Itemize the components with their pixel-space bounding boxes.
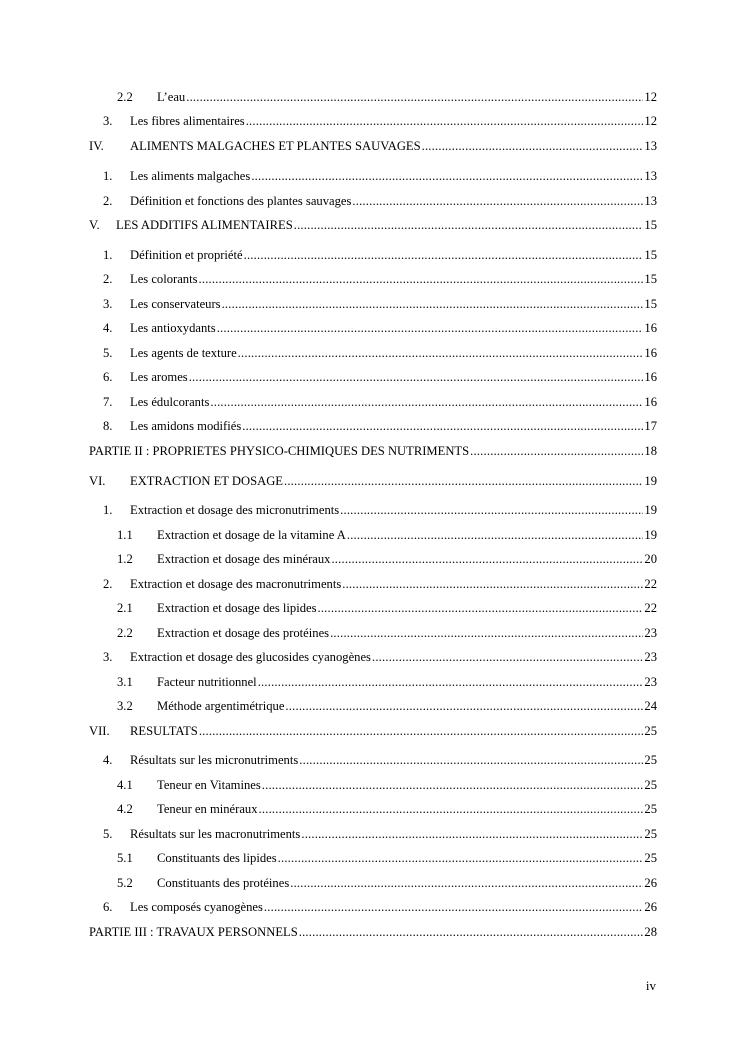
toc-dot-leader — [278, 850, 643, 866]
toc-entry[interactable] — [0, 138, 745, 154]
toc-entry-page: 22 — [644, 601, 657, 615]
toc-entry-title-wrap — [157, 600, 643, 616]
toc-entry-title-wrap — [157, 527, 643, 543]
toc-entry-page: 12 — [644, 90, 657, 104]
toc-entry-title-wrap — [130, 473, 643, 489]
toc-entry[interactable] — [0, 443, 745, 459]
toc-entry-number: 2.2 — [117, 90, 133, 104]
toc-entry-number: 3. — [103, 114, 113, 128]
toc-entry-title: Constituants des protéines — [157, 876, 290, 890]
toc-entry[interactable] — [0, 924, 745, 940]
toc-entry-title-wrap — [89, 443, 643, 459]
toc-entry-title-wrap — [157, 551, 643, 567]
toc-entry-page: 13 — [644, 169, 657, 183]
toc-entry-number: 5.2 — [117, 876, 133, 890]
toc-entry-title: Les aliments malgaches — [130, 169, 251, 183]
toc-entry[interactable] — [0, 502, 745, 518]
toc-entry-page: 25 — [644, 724, 657, 738]
toc-entry[interactable] — [0, 777, 745, 793]
toc-entry-page: 19 — [644, 474, 657, 488]
toc-entry-title: Définition et propriété — [130, 248, 243, 262]
toc-entry-title: Extraction et dosage des minéraux — [157, 552, 331, 566]
toc-entry[interactable] — [0, 826, 745, 842]
toc-entry-number: V. — [89, 218, 100, 232]
toc-entry-title: Les amidons modifiés — [130, 419, 242, 433]
toc-entry-title-wrap — [157, 89, 643, 105]
toc-entry-title-wrap — [130, 418, 643, 434]
toc-entry-title: Résultats sur les macronutriments — [130, 827, 301, 841]
toc-dot-leader — [299, 924, 643, 940]
toc-entry-number: 2. — [103, 577, 113, 591]
toc-entry-title-wrap — [130, 394, 643, 410]
toc-entry[interactable] — [0, 113, 745, 129]
toc-entry-title: PARTIE III : TRAVAUX PERSONNELS — [89, 925, 298, 939]
toc-entry[interactable] — [0, 473, 745, 489]
toc-entry-title-wrap — [130, 193, 643, 209]
toc-entry-page: 12 — [644, 114, 657, 128]
toc-dot-leader — [317, 600, 643, 616]
toc-entry-number: 3.2 — [117, 699, 133, 713]
toc-entry[interactable] — [0, 527, 745, 543]
toc-entry-title: Extraction et dosage des macronutriments — [130, 577, 342, 591]
toc-dot-leader — [372, 649, 643, 665]
toc-entry-number: 1. — [103, 503, 113, 517]
toc-entry-title-wrap — [89, 924, 643, 940]
toc-entry-number: 1.1 — [117, 528, 133, 542]
toc-entry-number: 1. — [103, 169, 113, 183]
toc-entry[interactable] — [0, 217, 745, 233]
toc-entry-title: Constituants des lipides — [157, 851, 277, 865]
toc-entry-number: 4.2 — [117, 802, 133, 816]
toc-entry-title: LES ADDITIFS ALIMENTAIRES — [116, 218, 293, 232]
toc-dot-leader — [199, 271, 644, 287]
toc-dot-leader — [262, 777, 643, 793]
toc-dot-leader — [199, 723, 643, 739]
toc-entry-page: 25 — [644, 851, 657, 865]
toc-entry[interactable] — [0, 649, 745, 665]
toc-entry-number: VII. — [89, 724, 110, 738]
toc-entry-page: 19 — [644, 528, 657, 542]
toc-entry-title: Méthode argentimétrique — [157, 699, 285, 713]
toc-entry-title-wrap — [130, 271, 643, 287]
toc-entry-title-wrap — [130, 113, 643, 129]
toc-entry-title: Extraction et dosage des glucosides cyanogènes — [130, 650, 371, 664]
toc-dot-leader — [284, 473, 643, 489]
toc-entry-page: 15 — [644, 297, 657, 311]
toc-dot-leader — [470, 443, 643, 459]
toc-entry-title: Les colorants — [130, 272, 198, 286]
toc-entry-number: 6. — [103, 900, 113, 914]
toc-entry-title: ALIMENTS MALGACHES ET PLANTES SAUVAGES — [130, 139, 421, 153]
toc-dot-leader — [285, 698, 643, 714]
toc-dot-leader — [242, 418, 643, 434]
toc-dot-leader — [217, 320, 643, 336]
toc-dot-leader — [342, 576, 643, 592]
toc-entry-number: IV. — [89, 139, 104, 153]
toc-dot-leader — [422, 138, 643, 154]
toc-entry-title: EXTRACTION ET DOSAGE — [130, 474, 283, 488]
toc-entry-number: 3.1 — [117, 675, 133, 689]
toc-entry-number: 2.2 — [117, 626, 133, 640]
toc-entry-number: 2. — [103, 194, 113, 208]
toc-entry-number: 5. — [103, 827, 113, 841]
toc-entry-title-wrap — [130, 649, 643, 665]
toc-entry-page: 17 — [644, 419, 657, 433]
toc-entry-page: 25 — [644, 802, 657, 816]
toc-entry-number: 3. — [103, 297, 113, 311]
toc-entry[interactable] — [0, 418, 745, 434]
toc-entry-page: 15 — [644, 218, 657, 232]
toc-dot-leader — [330, 625, 643, 641]
toc-entry-title-wrap — [157, 674, 643, 690]
toc-entry[interactable] — [0, 674, 745, 690]
toc-entry-title: Les agents de texture — [130, 346, 237, 360]
toc-dot-leader — [189, 369, 643, 385]
toc-entry-title: Résultats sur les micronutriments — [130, 753, 299, 767]
toc-dot-leader — [301, 826, 643, 842]
toc-entry-page: 16 — [644, 395, 657, 409]
toc-entry-title: Les fibres alimentaires — [130, 114, 245, 128]
toc-entry-title-wrap — [130, 345, 643, 361]
toc-entry-title-wrap — [157, 777, 643, 793]
toc-entry[interactable] — [0, 193, 745, 209]
toc-dot-leader — [294, 217, 643, 233]
toc-entry[interactable] — [0, 600, 745, 616]
toc-entry-title: Extraction et dosage des lipides — [157, 601, 317, 615]
toc-entry-title-wrap — [157, 698, 643, 714]
toc-dot-leader — [331, 551, 643, 567]
toc-entry-title: Les aromes — [130, 370, 188, 384]
toc-entry[interactable] — [0, 369, 745, 385]
toc-entry-title: Les composés cyanogènes — [130, 900, 263, 914]
toc-entry-page: 16 — [644, 370, 657, 384]
toc-entry-number: 1.2 — [117, 552, 133, 566]
toc-entry[interactable] — [0, 296, 745, 312]
toc-entry-title: Extraction et dosage de la vitamine A — [157, 528, 346, 542]
toc-entry-page: 19 — [644, 503, 657, 517]
toc-entry-title-wrap — [130, 576, 643, 592]
toc-entry-page: 13 — [644, 139, 657, 153]
toc-entry[interactable] — [0, 551, 745, 567]
toc-dot-leader — [251, 168, 643, 184]
toc-entry-number: VI. — [89, 474, 106, 488]
toc-entry-page: 24 — [644, 699, 657, 713]
toc-dot-leader — [264, 899, 643, 915]
toc-entry-title-wrap — [116, 217, 643, 233]
toc-entry-title-wrap — [157, 801, 643, 817]
toc-entry[interactable] — [0, 752, 745, 768]
toc-entry-title-wrap — [130, 296, 643, 312]
toc-entry[interactable] — [0, 345, 745, 361]
toc-dot-leader — [244, 247, 643, 263]
toc-entry-page: 23 — [644, 650, 657, 664]
toc-entry-page: 23 — [644, 675, 657, 689]
toc-entry-title: Facteur nutritionnel — [157, 675, 257, 689]
toc-entry-title-wrap — [130, 369, 643, 385]
toc-entry-page: 22 — [644, 577, 657, 591]
toc-entry-page: 26 — [644, 900, 657, 914]
toc-dot-leader — [186, 89, 643, 105]
toc-entry[interactable] — [0, 576, 745, 592]
toc-entry[interactable] — [0, 899, 745, 915]
toc-entry-title-wrap — [157, 850, 643, 866]
toc-entry-title-wrap — [130, 138, 643, 154]
toc-dot-leader — [347, 527, 643, 543]
toc-entry-title: Définition et fonctions des plantes sauvages — [130, 194, 352, 208]
toc-entry-title-wrap — [130, 826, 643, 842]
toc-entry[interactable] — [0, 168, 745, 184]
toc-entry-page: 16 — [644, 346, 657, 360]
toc-dot-leader — [246, 113, 643, 129]
toc-entry-number: 2. — [103, 272, 113, 286]
toc-entry-page: 26 — [644, 876, 657, 890]
toc-entry-title: Les antioxydants — [130, 321, 216, 335]
toc-entry-number: 1. — [103, 248, 113, 262]
toc-entry-page: 25 — [644, 778, 657, 792]
toc-entry[interactable] — [0, 247, 745, 263]
toc-entry-page: 25 — [644, 753, 657, 767]
toc-entry-title-wrap — [130, 752, 643, 768]
toc-entry-page: 18 — [644, 444, 657, 458]
toc-dot-leader — [290, 875, 643, 891]
toc-entry[interactable] — [0, 875, 745, 891]
toc-dot-leader — [210, 394, 643, 410]
toc-entry-title: L’eau — [157, 90, 186, 104]
toc-entry-title: Les conservateurs — [130, 297, 221, 311]
toc-entry-title-wrap — [130, 247, 643, 263]
toc-entry-page: 13 — [644, 194, 657, 208]
toc-entry[interactable] — [0, 723, 745, 739]
toc-entry-title: Teneur en Vitamines — [157, 778, 261, 792]
toc-dot-leader — [258, 674, 643, 690]
toc-entry[interactable] — [0, 698, 745, 714]
toc-entry[interactable] — [0, 850, 745, 866]
toc-dot-leader — [259, 801, 643, 817]
toc-entry-title: RESULTATS — [130, 724, 198, 738]
toc-entry-number: 3. — [103, 650, 113, 664]
toc-entry[interactable] — [0, 625, 745, 641]
toc-entry[interactable] — [0, 320, 745, 336]
toc-entry-page: 20 — [644, 552, 657, 566]
toc-entry[interactable] — [0, 271, 745, 287]
toc-entry-number: 7. — [103, 395, 113, 409]
toc-entry-number: 5.1 — [117, 851, 133, 865]
toc-entry-page: 28 — [644, 925, 657, 939]
toc-entry[interactable] — [0, 801, 745, 817]
toc-dot-leader — [340, 502, 643, 518]
toc-entry-number: 2.1 — [117, 601, 133, 615]
toc-entry-title-wrap — [130, 168, 643, 184]
toc-entry-title-wrap — [157, 875, 643, 891]
toc-entry-page: 15 — [644, 272, 657, 286]
toc-entry-page: 16 — [644, 321, 657, 335]
toc-entry-title-wrap — [130, 502, 643, 518]
toc-entry-page: 15 — [644, 248, 657, 262]
toc-entry-number: 5. — [103, 346, 113, 360]
toc-entry[interactable] — [0, 394, 745, 410]
page-number: iv — [645, 978, 656, 993]
toc-entry-title-wrap — [130, 899, 643, 915]
toc-entry-title: Teneur en minéraux — [157, 802, 258, 816]
toc-dot-leader — [299, 752, 643, 768]
toc-entry-title: Extraction et dosage des protéines — [157, 626, 330, 640]
toc-entry-page: 23 — [644, 626, 657, 640]
toc-entry-title-wrap — [130, 723, 643, 739]
toc-entry-number: 6. — [103, 370, 113, 384]
toc-entry-title: PARTIE II : PROPRIETES PHYSICO-CHIMIQUES DES NUTRIMENTS — [89, 444, 470, 458]
toc-dot-leader — [222, 296, 643, 312]
toc-entry-number: 8. — [103, 419, 113, 433]
toc-dot-leader — [238, 345, 643, 361]
toc-entry[interactable] — [0, 89, 745, 105]
toc-entry-page: 25 — [644, 827, 657, 841]
toc-entry-title-wrap — [130, 320, 643, 336]
toc-entry-number: 4. — [103, 321, 113, 335]
toc-entry-title: Les édulcorants — [130, 395, 210, 409]
toc-entry-number: 4.1 — [117, 778, 133, 792]
toc-dot-leader — [352, 193, 643, 209]
toc-entry-title-wrap — [157, 625, 643, 641]
toc-entry-number: 4. — [103, 753, 113, 767]
toc-entry-title: Extraction et dosage des micronutriments — [130, 503, 340, 517]
